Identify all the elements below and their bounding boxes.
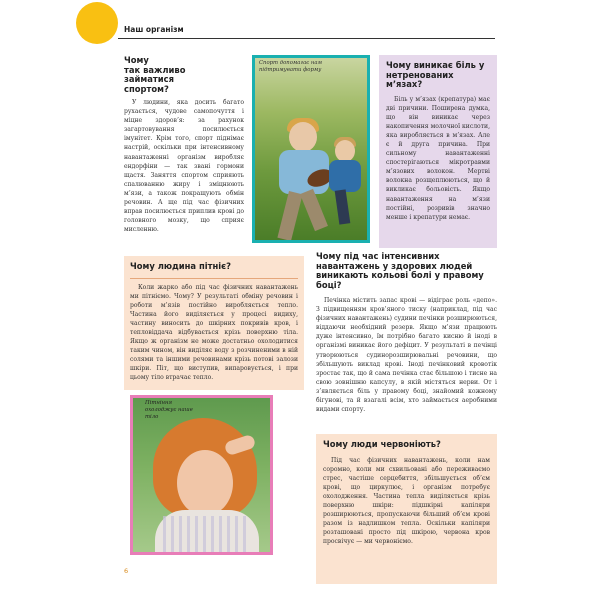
section1-text [124,98,244,234]
section3-paragraph: Печінка містить запас крові — відіграє роль «депо». З підвищенням кров’яного тиску (наприклад, під час фізичних навантажень) судини печінки розширюються, віддаючи необхідний резерв. Якщо м’язи працюють дуже інтенсивно, їм потрібно багато кисню й іноді в організмі виникає його дефіцит. У результаті в печінці утворюються судинорозширювальні речовини, що збільшують виклад крові. Іноді печінковий кровотік зростає так, що й сама печінка стає більшою і тисне на свою зовнішню капсулу, в якій містяться нерви. От і з’являється біль у правому боці, знайомий кожному бігунові, та й взагалі всім, хто займається аеробними видами спорту. [316,297,497,414]
header-rule [118,38,495,39]
sweat-paragraph: Коли жарко або під час фізичних навантажень ми пітніємо. Чому? У результаті обміну речовин і роботи м’язів постійно виробляється тепло. Частина його виділяється у процесі видиху, частину виносить до шкірних покривів кров, і тепловіддача відбувається крізь поверхню тіла. Якщо ж організм не може достатньо охолодитися таким чином, він виділяє воду з розчиненими в ній солями та іншими речовинами крізь потові залози шкіри. Піт, що виступив, випаровується, і при цьому тіло втрачає тепло. [130,283,298,382]
section4-box [316,434,497,584]
section4-title: Чому люди червоніють? [323,439,441,449]
girl-face [177,450,233,516]
page-number: 6 [124,567,129,575]
section1-paragraph: У людини, яка досить багато рухається, чудове самопочуття і міцне здоров’я: за рахунок загартовування посилюється імунітет. Крім того, спорт піднімає настрій, оскільки при інтенсивному навантаженні організм виробляє ендорфіни — так звані гормони щастя. Заняття спортом сприяють спалюванню жиру і зміцнюють м’язи, а також покращують обмін речовин. А ще під час фізичних вправ посилюється приплив крові до головного мозку, що сприяє мисленню. [124,99,244,234]
section1-title: Чому так важливо займатися спортом? [124,55,186,94]
section2-paragraph: Біль у м’язах (крепатура) має дві причини. Поширена думка, що він виникає через накопичення молочної кислоти, яка виробляється в м’язах. Але є й друга причина. При сильному навантаженні спостерігаються мікротравми м’язових волокон. Мертві волокна розщеплюються, що й викликає больовість. Якщо навантаження на м’язи постійні, розривів значно менше і крепатури немає. [386,95,490,221]
photo-top-caption: Спорт допомагає нам підтримувати форму [259,60,322,73]
section2-text [386,95,490,222]
sweat-text [130,283,298,383]
section2-title: Чому виникає біль у нетренованих м’язах? [386,60,485,89]
section3-title: Чому під час інтенсивних навантажень у здорових людей виникають кольові болі у правому боці? [316,251,484,290]
section2-box [379,55,497,248]
photo-bottom-caption: Пітніння охолоджує наше тіло [145,400,193,420]
section3-text [316,296,497,414]
kid1-head [289,122,317,152]
kids-football-photo [252,55,370,243]
sweat-divider [130,278,298,279]
kid1-leg [300,189,328,231]
kid2-body [329,160,361,192]
kid2-leg [335,189,351,224]
red-haired-girl-photo [130,395,273,555]
kid1-leg [277,191,302,241]
header-yellow-circle [76,2,118,44]
header-title: Наш організм [124,25,184,34]
girl-dress-stripes [163,516,251,555]
section4-paragraph: Під час фізичних навантажень, коли нам соромно, коли ми схвильовані або переживаємо стрес, частіше серцебиття, збільшується об’єм крові, що циркулює, і організм потребує охолодження. Частина тепла виділяється крізь поверхню шкіри: підшкірні капіляри розширюються, пропускаючи більший об’єм крові разом із надлишком тепла. Оскільки капіляри розташовані просто під шкірою, червона кров просвічує — ми червоніємо. [323,456,490,546]
sweat-title: Чому людина пітніє? [130,261,231,271]
sweat-box [124,256,304,390]
section4-text [323,456,490,547]
kid2-head [335,140,355,162]
